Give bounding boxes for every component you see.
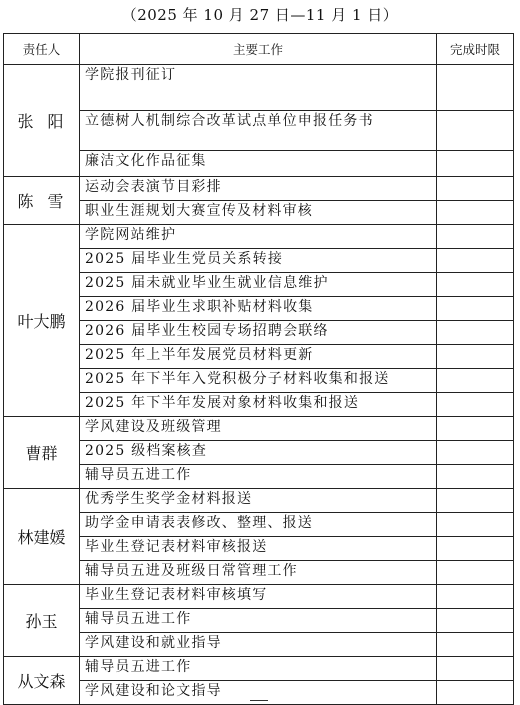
page-footer-mark xyxy=(250,700,268,701)
table-row xyxy=(4,561,514,585)
task-cell: 职业生涯规划大赛宣传及材料审核 xyxy=(80,201,437,225)
deadline-cell xyxy=(437,225,514,249)
deadline-cell xyxy=(437,609,514,633)
task-cell: 辅导员五进工作 xyxy=(80,465,437,489)
task-cell: 优秀学生奖学金材料报送 xyxy=(80,489,437,513)
table-row xyxy=(4,417,514,441)
task-cell: 毕业生登记表材料审核填写 xyxy=(80,585,437,609)
table-row xyxy=(4,657,514,681)
deadline-cell xyxy=(437,297,514,321)
deadline-cell xyxy=(437,273,514,297)
table-row xyxy=(4,249,514,273)
task-cell: 运动会表演节目彩排 xyxy=(80,177,437,201)
table-body xyxy=(4,65,514,705)
table-row xyxy=(4,321,514,345)
deadline-cell xyxy=(437,417,514,441)
table-row xyxy=(4,225,514,249)
task-cell: 学风建设和论文指导 xyxy=(80,681,437,705)
deadline-cell xyxy=(437,465,514,489)
table-row xyxy=(4,537,514,561)
table-header-row xyxy=(4,34,514,65)
table-row xyxy=(4,177,514,201)
person-cell: 叶大鹏 xyxy=(4,225,80,417)
table-row xyxy=(4,489,514,513)
deadline-cell xyxy=(437,657,514,681)
task-cell: 学风建设及班级管理 xyxy=(80,417,437,441)
table-row xyxy=(4,609,514,633)
task-cell: 毕业生登记表材料审核报送 xyxy=(80,537,437,561)
task-cell: 学院网站维护 xyxy=(80,225,437,249)
deadline-cell xyxy=(437,345,514,369)
deadline-cell xyxy=(437,489,514,513)
header-task: 主要工作 xyxy=(80,34,437,65)
deadline-cell xyxy=(437,585,514,609)
task-cell: 辅导员五进及班级日常管理工作 xyxy=(80,561,437,585)
deadline-cell xyxy=(437,537,514,561)
deadline-cell xyxy=(437,681,514,705)
period-subtitle: （2025 年 10 月 27 日—11 月 1 日） xyxy=(121,6,399,24)
deadline-cell xyxy=(437,441,514,465)
deadline-cell xyxy=(437,111,514,151)
header-time: 完成时限 xyxy=(437,34,514,65)
task-cell: 辅导员五进工作 xyxy=(80,657,437,681)
table-row xyxy=(4,111,514,151)
table-row xyxy=(4,513,514,537)
deadline-cell xyxy=(437,201,514,225)
table-row xyxy=(4,345,514,369)
task-cell: 辅导员五进工作 xyxy=(80,609,437,633)
task-cell: 2025 届未就业毕业生就业信息维护 xyxy=(80,273,437,297)
task-cell: 2025 年下半年发展对象材料收集和报送 xyxy=(80,393,437,417)
task-cell: 助学金申请表表修改、整理、报送 xyxy=(80,513,437,537)
task-cell: 2026 届毕业生求职补贴材料收集 xyxy=(80,297,437,321)
task-cell: 2026 届毕业生校园专场招聘会联络 xyxy=(80,321,437,345)
task-cell: 2025 年上半年发展党员材料更新 xyxy=(80,345,437,369)
deadline-cell xyxy=(437,561,514,585)
deadline-cell xyxy=(437,633,514,657)
person-cell: 孙玉 xyxy=(4,585,80,657)
deadline-cell xyxy=(437,65,514,111)
person-cell: 张阳 xyxy=(4,65,80,177)
task-cell: 2025 届毕业生党员关系转接 xyxy=(80,249,437,273)
person-cell: 林建媛 xyxy=(4,489,80,585)
task-cell: 2025 级档案核查 xyxy=(80,441,437,465)
task-cell: 立德树人机制综合改革试点单位申报任务书 xyxy=(80,111,437,151)
deadline-cell xyxy=(437,151,514,177)
deadline-cell xyxy=(437,249,514,273)
person-cell: 曹群 xyxy=(4,417,80,489)
table-row xyxy=(4,297,514,321)
person-cell: 从文森 xyxy=(4,657,80,705)
table-row xyxy=(4,633,514,657)
header-person: 责任人 xyxy=(4,34,80,65)
table-row xyxy=(4,273,514,297)
task-cell: 廉洁文化作品征集 xyxy=(80,151,437,177)
table-row xyxy=(4,441,514,465)
table-row xyxy=(4,393,514,417)
deadline-cell xyxy=(437,321,514,345)
deadline-cell xyxy=(437,177,514,201)
table-row xyxy=(4,201,514,225)
table-row xyxy=(4,585,514,609)
table-row xyxy=(4,465,514,489)
table-row xyxy=(4,369,514,393)
work-plan-table xyxy=(3,33,514,705)
task-cell: 2025 年下半年入党积极分子材料收集和报送 xyxy=(80,369,437,393)
task-cell: 学风建设和就业指导 xyxy=(80,633,437,657)
table-row xyxy=(4,65,514,111)
deadline-cell xyxy=(437,513,514,537)
table-row xyxy=(4,151,514,177)
task-cell: 学院报刊征订 xyxy=(80,65,437,111)
deadline-cell xyxy=(437,369,514,393)
deadline-cell xyxy=(437,393,514,417)
person-cell: 陈雪 xyxy=(4,177,80,225)
